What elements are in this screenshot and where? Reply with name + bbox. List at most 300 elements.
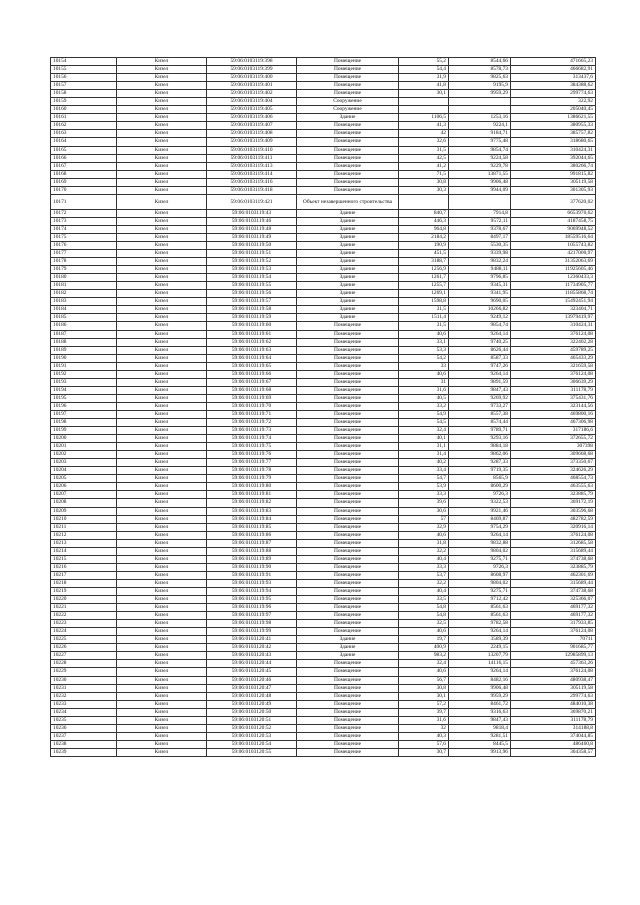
cadastral-value-cell: 15492451,94 (511, 298, 596, 306)
cadastral-value-cell: 323144,56 (511, 402, 596, 410)
settlement-cell: Кизел (117, 620, 207, 628)
cadastral-value-cell: 312685,58 (511, 539, 596, 547)
settlement-cell: Кизел (117, 170, 207, 178)
specific-value-cell: 9264,14 (449, 330, 511, 338)
object-type-cell: Объект незавершенного строительства (297, 194, 399, 209)
area-cell: 54,8 (399, 612, 449, 620)
table-row (51, 660, 596, 668)
table-row (51, 596, 596, 604)
row-number: 10238 (51, 740, 117, 748)
object-type-cell: Помещение (297, 596, 399, 604)
settlement-cell: Кизел (117, 114, 207, 122)
settlement-cell: Кизел (117, 571, 207, 579)
settlement-cell: Кизел (117, 233, 207, 241)
object-type-cell: Помещение (297, 588, 399, 596)
area-cell: 39,6 (399, 499, 449, 507)
object-type-cell: Здание (297, 209, 399, 217)
object-type-cell: Помещение (297, 386, 399, 394)
area-cell: 31,6 (399, 386, 449, 394)
cadastral-number-cell: 59:06:0103119:409 (207, 138, 297, 146)
settlement-cell: Кизел (117, 314, 207, 322)
row-number: 10230 (51, 676, 117, 684)
specific-value-cell: 9906,48 (449, 178, 511, 186)
cadastral-value-cell: 471665,23 (511, 58, 596, 66)
settlement-cell: Кизел (117, 491, 207, 499)
settlement-cell: Кизел (117, 106, 207, 114)
object-type-cell: Помещение (297, 612, 399, 620)
area-cell: 53,3 (399, 346, 449, 354)
cadastral-value-cell: 315689,44 (511, 547, 596, 555)
settlement-cell: Кизел (117, 636, 207, 644)
cadastral-value-cell: 385757,82 (511, 130, 596, 138)
specific-value-cell: 9913,96 (449, 748, 511, 756)
table-row (51, 106, 596, 114)
cadastral-number-cell: 59:06:0103119:74 (207, 435, 297, 443)
settlement-cell: Кизел (117, 475, 207, 483)
row-number: 10169 (51, 178, 117, 186)
cadastral-number-cell: 59:06:0103119:71 (207, 410, 297, 418)
settlement-cell: Кизел (117, 74, 207, 82)
object-type-cell: Здание (297, 306, 399, 314)
table-row (51, 194, 596, 209)
settlement-cell: Кизел (117, 162, 207, 170)
settlement-cell: Кизел (117, 298, 207, 306)
cadastral-value-cell: 463555,63 (511, 483, 596, 491)
table-row (51, 290, 596, 298)
area-cell: 57 (399, 515, 449, 523)
cadastral-value-cell: 314188,8 (511, 724, 596, 732)
area-cell: 39,7 (399, 708, 449, 716)
row-number: 10203 (51, 459, 117, 467)
row-number: 10182 (51, 290, 117, 298)
area-cell: 1598,8 (399, 298, 449, 306)
table-row (51, 443, 596, 451)
row-number: 10231 (51, 684, 117, 692)
row-number: 10176 (51, 241, 117, 249)
cadastral-number-cell: 59:06:0103119:70 (207, 402, 297, 410)
area-cell: 31,9 (399, 74, 449, 82)
table-row (51, 306, 596, 314)
object-type-cell: Помещение (297, 162, 399, 170)
settlement-cell: Кизел (117, 748, 207, 756)
area-cell: 3188,7 (399, 258, 449, 266)
row-number: 10180 (51, 274, 117, 282)
object-type-cell: Здание (297, 274, 399, 282)
table-row (51, 740, 596, 748)
table-row (51, 386, 596, 394)
row-number: 10164 (51, 138, 117, 146)
cadastral-value-cell: 369172,19 (511, 499, 596, 507)
specific-value-cell: 9293,16 (449, 435, 511, 443)
object-type-cell: Помещение (297, 740, 399, 748)
row-number: 10219 (51, 588, 117, 596)
cadastral-value-cell: 317186,6 (511, 427, 596, 435)
settlement-cell: Кизел (117, 410, 207, 418)
cadastral-value-cell: 376124,08 (511, 668, 596, 676)
cadastral-value-cell: 303596,68 (511, 507, 596, 515)
object-type-cell: Здание (297, 266, 399, 274)
area-cell: 42 (399, 130, 449, 138)
settlement-cell: Кизел (117, 82, 207, 90)
row-number: 10177 (51, 250, 117, 258)
area-cell: 1106,5 (399, 114, 449, 122)
area-cell: 32,5 (399, 620, 449, 628)
settlement-cell: Кизел (117, 724, 207, 732)
object-type-cell: Здание (297, 114, 399, 122)
settlement-cell: Кизел (117, 507, 207, 515)
specific-value-cell: 9275,71 (449, 588, 511, 596)
object-type-cell: Помещение (297, 475, 399, 483)
object-type-cell: Помещение (297, 732, 399, 740)
row-number: 10192 (51, 370, 117, 378)
object-type-cell: Помещение (297, 146, 399, 154)
specific-value-cell: 13207,79 (449, 652, 511, 660)
area-cell: 31,4 (399, 451, 449, 459)
specific-value-cell: 9782,58 (449, 620, 511, 628)
settlement-cell: Кизел (117, 555, 207, 563)
table-row (51, 515, 596, 523)
cadastral-number-cell: 59:06:0103120:45 (207, 668, 297, 676)
table-row (51, 676, 596, 684)
table-row (51, 724, 596, 732)
table-row (51, 499, 596, 507)
table-row (51, 668, 596, 676)
specific-value-cell: 9719,35 (449, 467, 511, 475)
object-type-cell: Здание (297, 250, 399, 258)
table-row (51, 523, 596, 531)
cadastral-value-cell: 313437,6 (511, 74, 596, 82)
specific-value-cell: 14116,15 (449, 660, 511, 668)
settlement-cell: Кизел (117, 700, 207, 708)
area-cell: 2184,2 (399, 233, 449, 241)
object-type-cell: Помещение (297, 330, 399, 338)
object-type-cell: Помещение (297, 563, 399, 571)
row-number: 10225 (51, 636, 117, 644)
row-number: 10173 (51, 217, 117, 225)
cadastral-number-cell: 59:06:0103120:52 (207, 724, 297, 732)
cadastral-value-cell: 376124,08 (511, 531, 596, 539)
cadastral-number-cell: 59:06:0103120:53 (207, 732, 297, 740)
settlement-cell: Кизел (117, 628, 207, 636)
cadastral-value-cell: 299774,63 (511, 90, 596, 98)
specific-value-cell: 8561,63 (449, 604, 511, 612)
cadastral-value-cell: 376124,08 (511, 330, 596, 338)
area-cell: 57,6 (399, 740, 449, 748)
object-type-cell: Помещение (297, 579, 399, 587)
specific-value-cell: 8565,9 (449, 475, 511, 483)
row-number: 10178 (51, 258, 117, 266)
object-type-cell: Здание (297, 225, 399, 233)
specific-value-cell: 9754,29 (449, 523, 511, 531)
table-row (51, 410, 596, 418)
specific-value-cell: 9287,33 (449, 459, 511, 467)
object-type-cell: Помещение (297, 507, 399, 515)
specific-value-cell: 9264,14 (449, 531, 511, 539)
table-row (51, 435, 596, 443)
table-row (51, 225, 596, 233)
settlement-cell: Кизел (117, 443, 207, 451)
table-row (51, 491, 596, 499)
cadastral-value-cell: 4187458,75 (511, 217, 596, 225)
area-cell: 32 (399, 724, 449, 732)
table-row (51, 620, 596, 628)
row-number: 10223 (51, 620, 117, 628)
area-cell: 1261,7 (399, 274, 449, 282)
settlement-cell: Кизел (117, 531, 207, 539)
cadastral-value-cell: 991815,82 (511, 170, 596, 178)
settlement-cell: Кизел (117, 138, 207, 146)
settlement-cell: Кизел (117, 660, 207, 668)
specific-value-cell: 8469,87 (449, 515, 511, 523)
settlement-cell: Кизел (117, 241, 207, 249)
object-type-cell: Помещение (297, 410, 399, 418)
table-row (51, 258, 596, 266)
settlement-cell: Кизел (117, 98, 207, 106)
specific-value-cell: 9281,51 (449, 732, 511, 740)
settlement-cell: Кизел (117, 708, 207, 716)
area-cell (399, 194, 449, 209)
row-number: 10160 (51, 106, 117, 114)
area-cell: 40,2 (399, 459, 449, 467)
row-number: 10217 (51, 571, 117, 579)
object-type-cell: Помещение (297, 604, 399, 612)
row-number: 10185 (51, 314, 117, 322)
object-type-cell: Помещение (297, 346, 399, 354)
cadastral-value-cell: 372655,72 (511, 435, 596, 443)
settlement-cell: Кизел (117, 499, 207, 507)
cadastral-number-cell: 59:06:0103119:418 (207, 186, 297, 194)
area-cell: 30,3 (399, 186, 449, 194)
row-number: 10157 (51, 82, 117, 90)
area-cell: 40,1 (399, 435, 449, 443)
area-cell: 56,7 (399, 676, 449, 684)
settlement-cell: Кизел (117, 652, 207, 660)
table-row (51, 98, 596, 106)
specific-value-cell (449, 98, 511, 106)
cadastral-number-cell: 59:06:0103120:41 (207, 636, 297, 644)
table-row (51, 716, 596, 724)
settlement-cell: Кизел (117, 90, 207, 98)
area-cell: 57,2 (399, 700, 449, 708)
settlement-cell: Кизел (117, 668, 207, 676)
area-cell: 33,2 (399, 402, 449, 410)
settlement-cell: Кизел (117, 644, 207, 652)
cadastral-number-cell: 59:06:0103119:421 (207, 194, 297, 209)
settlement-cell: Кизел (117, 596, 207, 604)
row-number: 10158 (51, 90, 117, 98)
cadastral-value-cell: 322402,28 (511, 338, 596, 346)
area-cell: 54,4 (399, 66, 449, 74)
table-row (51, 628, 596, 636)
settlement-cell: Кизел (117, 402, 207, 410)
specific-value-cell: 8600,29 (449, 483, 511, 491)
cadastral-value-cell: 301305,93 (511, 186, 596, 194)
cadastral-value-cell: 11855868,74 (511, 290, 596, 298)
specific-value-cell: 9847,43 (449, 386, 511, 394)
settlement-cell: Кизел (117, 515, 207, 523)
table-row (51, 66, 596, 74)
specific-value-cell: 8557,38 (449, 410, 511, 418)
area-cell: 30,8 (399, 684, 449, 692)
settlement-cell: Кизел (117, 250, 207, 258)
row-number: 10209 (51, 507, 117, 515)
row-number: 10210 (51, 515, 117, 523)
object-type-cell: Здание (297, 217, 399, 225)
table-row (51, 250, 596, 258)
object-type-cell: Помещение (297, 427, 399, 435)
area-cell: 54,7 (399, 475, 449, 483)
cadastral-value-cell: 205040,45 (511, 106, 596, 114)
specific-value-cell: 5530,35 (449, 241, 511, 249)
settlement-cell: Кизел (117, 306, 207, 314)
object-type-cell: Помещение (297, 692, 399, 700)
object-type-cell: Здание (297, 644, 399, 652)
cadastral-value-cell: 369870,21 (511, 708, 596, 716)
row-number: 10236 (51, 724, 117, 732)
row-number: 10183 (51, 298, 117, 306)
table-row (51, 146, 596, 154)
settlement-cell: Кизел (117, 467, 207, 475)
area-cell: 30,1 (399, 90, 449, 98)
cadastral-value-cell: 13979419,97 (511, 314, 596, 322)
table-row (51, 732, 596, 740)
row-number: 10161 (51, 114, 117, 122)
object-type-cell: Помещение (297, 338, 399, 346)
cadastral-number-cell: 59:06:0103119:87 (207, 539, 297, 547)
object-type-cell: Помещение (297, 467, 399, 475)
row-number: 10191 (51, 362, 117, 370)
cadastral-number-cell: 59:06:0103119:58 (207, 306, 297, 314)
area-cell: 33 (399, 362, 449, 370)
area-cell: 40,6 (399, 531, 449, 539)
cadastral-value-cell: 18559516,64 (511, 233, 596, 241)
table-row (51, 378, 596, 386)
area-cell: 33,3 (399, 491, 449, 499)
area-cell: 840,7 (399, 209, 449, 217)
table-row (51, 692, 596, 700)
specific-value-cell: 9733,27 (449, 402, 511, 410)
cadastral-number-cell: 59:06:0103119:49 (207, 233, 297, 241)
object-type-cell: Помещение (297, 531, 399, 539)
cadastral-number-cell: 59:06:0103119:66 (207, 370, 297, 378)
cadastral-value-cell: 320916,14 (511, 523, 596, 531)
object-type-cell: Помещение (297, 186, 399, 194)
cadastral-value-cell: 11734905,77 (511, 282, 596, 290)
row-number: 10220 (51, 596, 117, 604)
settlement-cell: Кизел (117, 217, 207, 225)
object-type-cell: Помещение (297, 459, 399, 467)
table-row (51, 555, 596, 563)
settlement-cell: Кизел (117, 716, 207, 724)
area-cell: 40,6 (399, 370, 449, 378)
table-row (51, 154, 596, 162)
cadastral-value-cell: 305119,58 (511, 178, 596, 186)
cadastral-number-cell: 59:06:0103119:82 (207, 499, 297, 507)
table-row (51, 74, 596, 82)
table-row (51, 298, 596, 306)
settlement-cell: Кизел (117, 523, 207, 531)
settlement-cell: Кизел (117, 330, 207, 338)
table-row (51, 475, 596, 483)
object-type-cell: Помещение (297, 58, 399, 66)
specific-value-cell: 9275,71 (449, 555, 511, 563)
table-row (51, 170, 596, 178)
row-number: 10195 (51, 394, 117, 402)
area-cell: 31,5 (399, 322, 449, 330)
settlement-cell: Кизел (117, 483, 207, 491)
settlement-cell: Кизел (117, 322, 207, 330)
specific-value-cell: 8574,44 (449, 419, 511, 427)
area-cell: 53,9 (399, 483, 449, 491)
table-row (51, 138, 596, 146)
object-type-cell: Сооружение (297, 106, 399, 114)
object-type-cell: Помещение (297, 660, 399, 668)
cadastral-number-cell: 59:06:0103119:88 (207, 547, 297, 555)
specific-value-cell: 9832,24 (449, 258, 511, 266)
cadastral-number-cell: 59:06:0103119:90 (207, 563, 297, 571)
cadastral-value-cell: 1055743,82 (511, 241, 596, 249)
row-number: 10202 (51, 451, 117, 459)
specific-value-cell: 9804,02 (449, 579, 511, 587)
row-number: 10228 (51, 660, 117, 668)
cadastral-number-cell: 59:06:0103120:47 (207, 684, 297, 692)
object-type-cell: Помещение (297, 451, 399, 459)
area-cell: 41,2 (399, 162, 449, 170)
row-number: 10165 (51, 146, 117, 154)
specific-value-cell: 9789,71 (449, 427, 511, 435)
cadastral-number-cell: 59:06:0103119:68 (207, 386, 297, 394)
cadastral-value-cell: 457363,26 (511, 660, 596, 668)
specific-value-cell: 9224,58 (449, 154, 511, 162)
object-type-cell: Помещение (297, 668, 399, 676)
object-type-cell: Помещение (297, 443, 399, 451)
area-cell: 1269,1 (399, 290, 449, 298)
cadastral-number-cell: 59:06:0103119:411 (207, 154, 297, 162)
table-row (51, 507, 596, 515)
object-type-cell: Помещение (297, 700, 399, 708)
cadastral-value-cell: 484010,38 (511, 700, 596, 708)
cadastral-number-cell: 59:06:0103119:57 (207, 298, 297, 306)
area-cell: 33,1 (399, 338, 449, 346)
cadastral-value-cell: 376124,08 (511, 628, 596, 636)
cadastral-value-cell: 307398 (511, 443, 596, 451)
cadastral-number-cell: 59:06:0103119:78 (207, 467, 297, 475)
specific-value-cell: 8626,44 (449, 346, 511, 354)
table-row (51, 604, 596, 612)
specific-value-cell: 8561,63 (449, 612, 511, 620)
cadastral-value-cell: 469177,32 (511, 604, 596, 612)
cadastral-number-cell: 59:06:0103119:85 (207, 523, 297, 531)
object-type-cell: Помещение (297, 370, 399, 378)
cadastral-number-cell: 59:06:0103119:98 (207, 620, 297, 628)
table-row (51, 451, 596, 459)
cadastral-number-cell: 59:06:0103119:84 (207, 515, 297, 523)
table-row (51, 459, 596, 467)
object-type-cell: Помещение (297, 523, 399, 531)
cadastral-number-cell: 59:06:0103120:43 (207, 652, 297, 660)
area-cell: 32,4 (399, 660, 449, 668)
table-row (51, 563, 596, 571)
settlement-cell: Кизел (117, 563, 207, 571)
cadastral-number-cell: 59:06:0103119:89 (207, 555, 297, 563)
row-number: 10216 (51, 563, 117, 571)
cadastral-value-cell: 12360433,3 (511, 274, 596, 282)
specific-value-cell: 3589,39 (449, 636, 511, 644)
specific-value-cell: 9264,14 (449, 370, 511, 378)
area-cell: 190,9 (399, 241, 449, 249)
cadastral-value-cell: 321659,58 (511, 362, 596, 370)
settlement-cell: Кизел (117, 122, 207, 130)
